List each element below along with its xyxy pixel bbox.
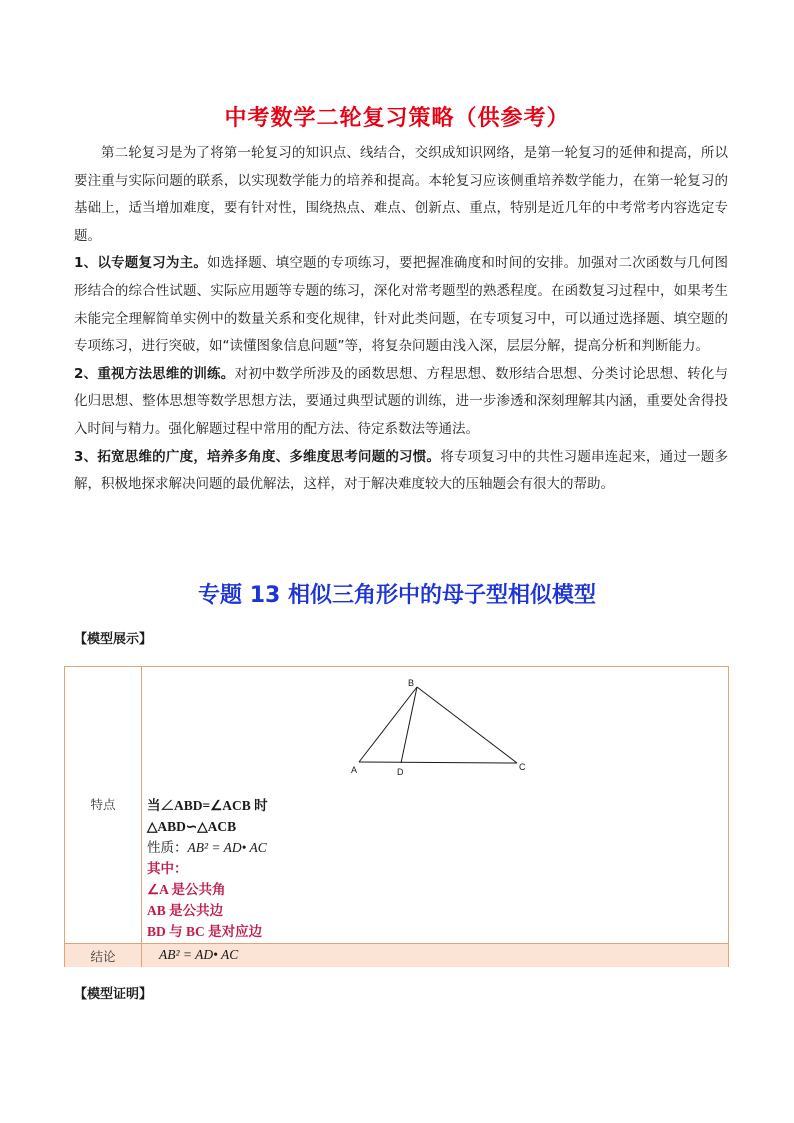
segment-bd	[401, 687, 417, 763]
conclusion-formula: AB² = AD• AC	[159, 947, 239, 962]
vertex-a-label: A	[351, 765, 358, 775]
condition-similarity: △ABD∽△ACB	[147, 819, 237, 834]
similar-triangle-figure	[345, 677, 545, 777]
feature-label: 特点	[90, 797, 116, 812]
vertex-b-label: B	[408, 678, 415, 688]
note-common-side: AB 是公共边	[147, 903, 224, 918]
property-formula: AB² = AD• AC	[187, 840, 267, 855]
point-3-text: 将专项复习中的共性习题串连起来，通过一题多解，积极地探求解决问题的最优解法，这样，对于解决难度较大的压轴题会有很大的帮助。	[74, 448, 728, 493]
point-3	[74, 444, 728, 499]
segment-bc	[417, 687, 517, 763]
point-2	[74, 361, 728, 444]
column-divider	[141, 667, 142, 943]
vertex-d-label: D	[397, 767, 404, 777]
point-2-heading: 2、重视方法思维的训练。	[74, 365, 235, 382]
point-1-heading: 1、以专题复习为主。	[74, 255, 208, 272]
intro-body	[74, 140, 728, 499]
intro-paragraph: 第二轮复习是为了将第一轮复习的知识点、线结合，交织成知识网络，是第一轮复习的延伸和提高，所以要注重与实际问题的联系，以实现数学能力的培养和提高。本轮复习应该侧重培养数学能力，在第一轮复习的基础上，适当增加难度，要有针对性，围绕热点、难点、创新点、重点，特别是近几年的中考常考内容选定专题。	[74, 145, 728, 244]
note-common-angle: ∠A 是公共角	[147, 882, 226, 897]
section-model-display: 【模型展示】	[74, 632, 153, 647]
feature-content	[147, 795, 268, 942]
point-1-text: 如选择题、填空题的专项练习，要把握准确度和时间的安排。加强对二次函数与几何图形结合的综合性试题、实际应用题等专题的练习，深化对常考题型的熟悉程度。在函数复习过程中，如果考生未能完全理解简单实例中的数量关系和变化规律，针对此类问题，在专项复习中，可以通过选择题、填空题的专项练习，进行突破，如“读懂图象信息问题”等，将复杂问题由浅入深，层层分解，提高分析和判断能力。	[74, 255, 728, 355]
point-1	[74, 250, 728, 360]
condition-angle: 当∠ABD=∠ACB 时	[147, 798, 268, 813]
where-label: 其中：	[147, 861, 188, 876]
main-title: 中考数学二轮复习策略（供参考）	[224, 106, 570, 131]
property-line	[147, 837, 268, 858]
property-label: 性质：	[147, 840, 188, 855]
point-2-text: 对初中数学所涉及的函数思想、方程思想、数形结合思想、分类讨论思想、转化与化归思想、整体思想等数学思想方法，要通过典型试题的训练，进一步渗透和深刻理解其内涵，重要处舍得投入时间与精力。强化解题过程中常用的配方法、待定系数法等通法。	[74, 365, 728, 437]
vertex-c-label: C	[519, 762, 526, 772]
conclusion-label: 结论	[90, 949, 116, 964]
topic-title: 专题 13 相似三角形中的母子型相似模型	[198, 583, 596, 608]
note-corresponding-sides: BD 与 BC 是对应边	[147, 924, 263, 939]
section-model-proof: 【模型证明】	[74, 987, 153, 1002]
segment-ac	[359, 762, 517, 763]
model-table	[64, 666, 729, 967]
column-divider	[141, 944, 142, 967]
conclusion-row	[65, 943, 728, 967]
segment-ab	[359, 687, 417, 762]
point-3-heading: 3、拓宽思维的广度，培养多角度、多维度思考问题的习惯。	[74, 448, 441, 465]
